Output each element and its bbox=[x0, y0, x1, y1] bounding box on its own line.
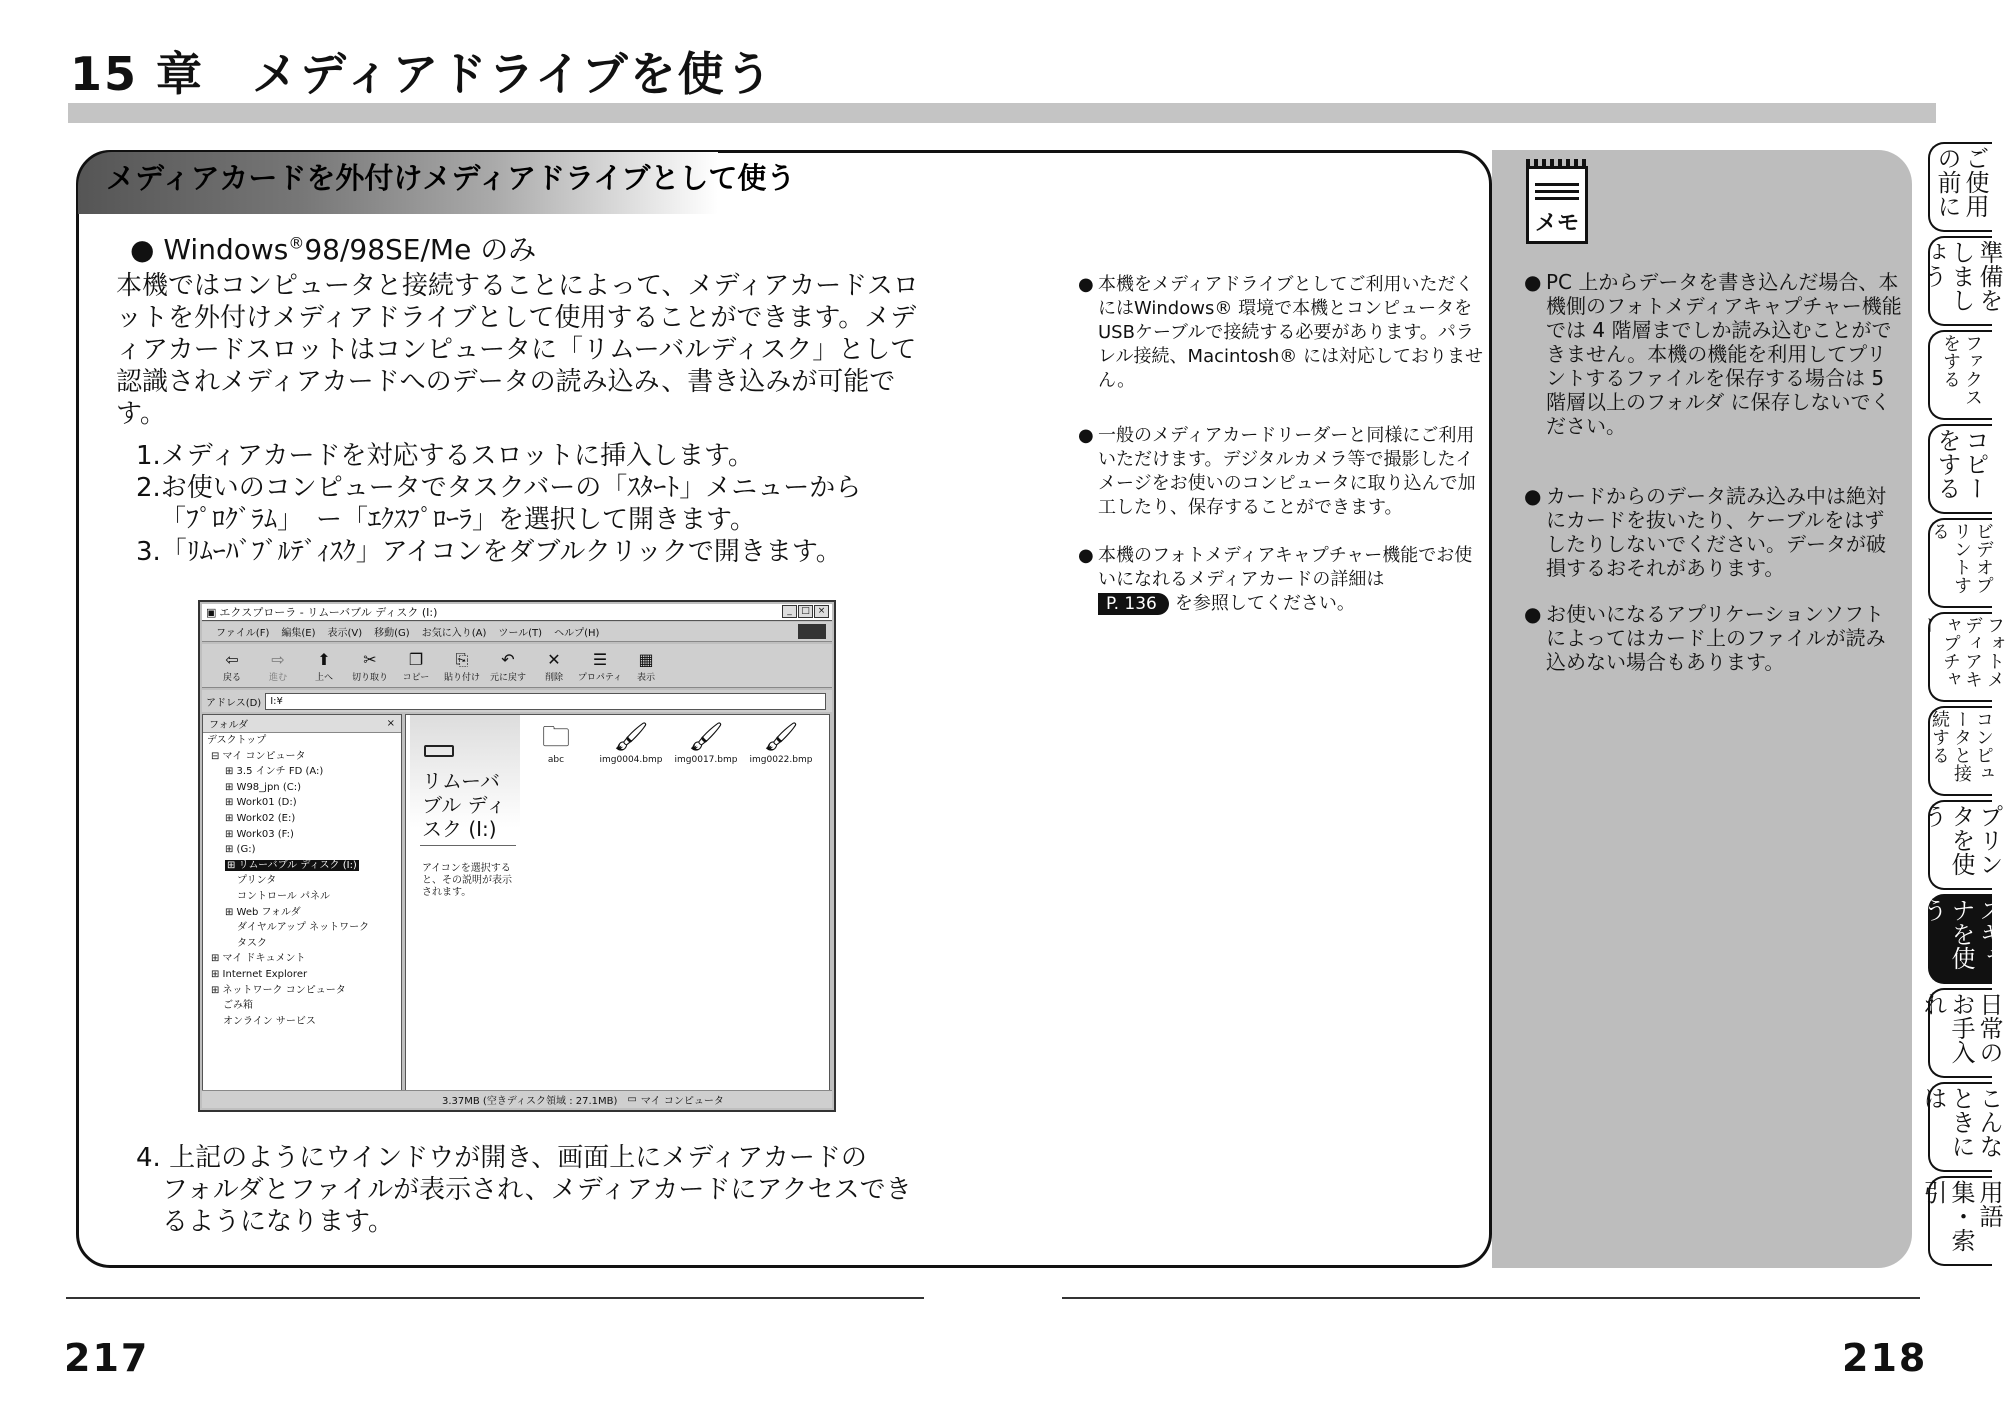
back-arrow-icon: ⇦ bbox=[225, 650, 239, 669]
tab-printer[interactable]: プリンタを使う bbox=[1928, 800, 1992, 890]
up-button[interactable]: ⬆ 上へ bbox=[314, 650, 333, 683]
step-4 bbox=[136, 1142, 936, 1238]
close-button[interactable]: × bbox=[814, 605, 829, 618]
tab-glossary-index[interactable]: 用語集・索引 bbox=[1928, 1176, 1992, 1266]
folder-pane-header bbox=[203, 715, 401, 733]
menu-help[interactable]: ヘルプ(H) bbox=[554, 628, 600, 639]
tree-item[interactable]: オンライン サービス bbox=[223, 1015, 316, 1027]
note-text-tail: を参照してください。 bbox=[1174, 593, 1355, 614]
properties-button[interactable]: ☰ プロパティ bbox=[577, 650, 623, 683]
tree-item[interactable]: ダイヤルアップ ネットワーク bbox=[237, 922, 370, 934]
os-versions: 98/98SE/Me のみ bbox=[304, 233, 537, 266]
tree-item[interactable]: ⊞ 3.5 インチ FD (A:) bbox=[225, 766, 324, 778]
folder-tree bbox=[203, 733, 401, 1029]
drive-name: リムーバブル ディスク (I:) bbox=[422, 769, 506, 841]
undo-icon: ↶ bbox=[501, 650, 515, 669]
step-4-line-1: 上記のようにウインドウが開き、画面上にメディアカードの bbox=[169, 1143, 867, 1173]
memo-item bbox=[1524, 484, 1902, 580]
paste-icon: ⎘ bbox=[455, 650, 469, 669]
forward-arrow-icon: ⇨ bbox=[271, 650, 285, 669]
memo-icon-lines bbox=[1535, 183, 1579, 203]
paste-button[interactable]: ⎘ 貼り付け bbox=[443, 650, 480, 683]
file-item[interactable]: 🖌 img0017.bmp bbox=[666, 719, 746, 765]
page-reference-badge[interactable]: P. 136 bbox=[1098, 593, 1169, 615]
bullet: ● bbox=[1078, 425, 1094, 446]
memo-text: PC 上からデータを書き込んだ場合、本機側のフォトメディアキャプチャー機能では 4 階層までしか読み込むことができません。本機の機能を利用してプリントするファイルを保存する場合は 5 階層以上のフォルダ に保存しないでください。 bbox=[1546, 270, 1902, 438]
tab-maintenance[interactable]: 日常のお手入れ bbox=[1928, 988, 1992, 1078]
step-2-continued: 「ﾌﾟﾛｸﾞﾗﾑ」 ー「ｴｸｽﾌﾟﾛｰﾗ」を選択して開きます。 bbox=[160, 505, 756, 535]
status-disk-size: 3.37MB (空きディスク領域 : 27.1MB) bbox=[442, 1096, 618, 1107]
tree-item[interactable]: ⊞ Work01 (D:) bbox=[225, 797, 297, 809]
bullet: ● bbox=[1524, 270, 1542, 294]
intro-paragraph: 本機ではコンピュータと接続することによって、メディアカードスロットを外付けメディアドライブとして使用することができます。メディアカードスロットはコンピュータに「リムーバルディスク」として認識されメディアカードへのデータの読み込み、書き込みが可能です。 bbox=[116, 271, 919, 429]
note-text: 一般のメディアカードリーダーと同様にご利用いただけます。デジタルカメラ等で撮影したイメージをお使いのコンピュータに取り込んで加工したり、保存することができます。 bbox=[1098, 425, 1476, 518]
bullet: ● bbox=[130, 233, 155, 266]
step-4-line-2: フォルダとファイルが表示され、メディアカードにアクセスできるようになります。 bbox=[162, 1175, 912, 1237]
registered-mark: ® bbox=[288, 233, 305, 253]
bitmap-file-icon: 🖌 bbox=[613, 720, 649, 753]
note-card-reader bbox=[1078, 424, 1490, 520]
menu-edit[interactable]: 編集(E) bbox=[281, 628, 316, 639]
file-item[interactable]: 🖌 img0004.bmp bbox=[591, 719, 671, 765]
explorer-title: エクスプローラ - リムーバブル ディスク (I:) bbox=[219, 606, 438, 619]
copy-icon: ❐ bbox=[408, 650, 424, 669]
tree-item[interactable]: デスクトップ bbox=[207, 735, 267, 746]
tree-item[interactable]: ごみ箱 bbox=[223, 1000, 253, 1012]
menu-view[interactable]: 表示(V) bbox=[327, 628, 363, 639]
bitmap-file-icon: 🖌 bbox=[763, 720, 799, 753]
page-number-right: 218 bbox=[1842, 1336, 1928, 1380]
tree-item[interactable]: ⊞ Work03 (F:) bbox=[225, 828, 294, 840]
address-input[interactable]: I:¥ bbox=[265, 693, 826, 710]
tab-copy[interactable]: コピーをする bbox=[1928, 424, 1992, 514]
tab-video-print[interactable]: ビデオプリントする bbox=[1928, 518, 1992, 608]
selected-label: ⊞ リムーバブル ディスク (I:) bbox=[227, 859, 357, 871]
status-bar bbox=[202, 1090, 832, 1108]
page-number-left: 217 bbox=[64, 1336, 150, 1380]
tab-photo-media-capture[interactable]: フォトメディアキャプチャー bbox=[1928, 612, 1992, 702]
folder-tree-pane bbox=[202, 714, 402, 1092]
file-item[interactable]: 🗀 abc bbox=[516, 719, 596, 765]
undo-button[interactable]: ↶ 元に戻す bbox=[489, 650, 526, 683]
delete-icon: ✕ bbox=[547, 650, 561, 669]
memo-item bbox=[1524, 602, 1902, 674]
explorer-menu-bar bbox=[202, 622, 832, 642]
memo-label: メモ bbox=[1534, 211, 1579, 236]
properties-icon: ☰ bbox=[592, 650, 608, 669]
tab-scanner[interactable]: スキャナを使う bbox=[1928, 894, 1992, 984]
tree-item[interactable]: ⊞ ネットワーク コンピュータ bbox=[211, 984, 346, 996]
tab-fax[interactable]: ファクスをする bbox=[1928, 330, 1992, 420]
bitmap-file-icon: 🖌 bbox=[688, 720, 724, 753]
tree-item-selected[interactable] bbox=[203, 858, 401, 874]
tree-item[interactable]: タスク bbox=[237, 937, 267, 949]
address-bar bbox=[202, 690, 832, 712]
explorer-window-screenshot bbox=[198, 600, 836, 1112]
tree-item[interactable]: ⊞ Web フォルダ bbox=[225, 906, 301, 918]
chapter-title: 15 章 メディアドライブを使う bbox=[70, 47, 774, 101]
panel-divider bbox=[420, 845, 516, 846]
status-computer-icon: ▭ bbox=[627, 1094, 637, 1105]
note-text: 本機をメディアドライブとしてご利用いただくにはWindows® 環境で本機とコンピュータをUSBケーブルで接続する必要があります。パラレル接続、Macintosh® には対応しておりません。 bbox=[1098, 274, 1483, 391]
address-label: アドレス(D) bbox=[206, 697, 262, 709]
minimize-button[interactable]: _ bbox=[782, 605, 797, 618]
tab-connect-computer[interactable]: コンピュータと接続する bbox=[1928, 706, 1992, 796]
step-3: 3.「ﾘﾑｰﾊﾞﾌﾞﾙﾃﾞｨｽｸ」アイコンをダブルクリックで開きます。 bbox=[136, 537, 842, 567]
os-name: Windows bbox=[163, 233, 289, 266]
views-icon: ▦ bbox=[638, 650, 654, 669]
back-button[interactable]: ⇦ 戻る bbox=[222, 650, 241, 683]
menu-go[interactable]: 移動(G) bbox=[374, 628, 410, 639]
bullet: ● bbox=[1524, 602, 1542, 626]
bullet: ● bbox=[1524, 484, 1542, 508]
forward-button[interactable]: ⇨ 進む bbox=[268, 650, 287, 683]
menu-favorites[interactable]: お気に入り(A) bbox=[421, 628, 487, 639]
tree-item[interactable]: ⊞ (G:) bbox=[225, 844, 256, 856]
tree-item[interactable]: ⊞ マイ ドキュメント bbox=[211, 953, 306, 965]
tree-item[interactable]: ⊞ Internet Explorer bbox=[211, 968, 308, 980]
status-location: マイ コンピュータ bbox=[640, 1096, 724, 1107]
cut-button[interactable]: ✂ 切り取り bbox=[351, 650, 388, 683]
bullet: ● bbox=[1078, 274, 1094, 295]
tree-item[interactable]: プリンタ bbox=[237, 875, 277, 887]
footer-rule-right bbox=[1062, 1297, 1920, 1299]
memo-icon-edge bbox=[1526, 159, 1588, 169]
tree-item[interactable]: コントロール パネル bbox=[237, 890, 330, 902]
folder-pane-close-icon[interactable]: × bbox=[386, 718, 395, 729]
step-2: 2.お使いのコンピュータでタスクバーの「ｽﾀｰﾄ」メニューから bbox=[136, 473, 862, 503]
tab-getting-started[interactable]: ご使用の前に bbox=[1928, 142, 1992, 232]
delete-button[interactable]: ✕ 削除 bbox=[544, 650, 563, 683]
windows-logo-icon bbox=[798, 624, 826, 639]
step-4-number: 4. bbox=[136, 1143, 161, 1173]
up-folder-icon: ⬆ bbox=[317, 650, 331, 669]
note-text: 本機のフォトメディアキャプチャー機能でお使いになれるメディアカードの詳細は bbox=[1098, 545, 1473, 590]
views-button[interactable]: ▦ 表示 bbox=[636, 650, 655, 683]
note-usb-connection bbox=[1078, 273, 1490, 393]
selection-hint: アイコンを選択すると、その説明が表示されます。 bbox=[422, 863, 512, 898]
folder-pane-title: フォルダ bbox=[209, 720, 249, 731]
removable-drive-icon bbox=[424, 745, 454, 757]
memo-item bbox=[1524, 270, 1902, 438]
footer-rule-left bbox=[66, 1297, 924, 1299]
web-view-panel bbox=[410, 715, 520, 1091]
step-1: 1.メディアカードを対応するスロットに挿入します。 bbox=[136, 441, 754, 471]
memo-text: カードからのデータ読み込み中は絶対にカードを抜いたり、ケーブルをはずしたりしないでください。データが破損するおそれがあります。 bbox=[1546, 484, 1886, 580]
tab-preparation[interactable]: 準備をしましょう bbox=[1928, 236, 1992, 326]
folder-icon: ▣ bbox=[206, 605, 217, 619]
memo-text: お使いになるアプリケーションソフトによってはカード上のファイルが読み込めない場合もあります。 bbox=[1546, 602, 1886, 674]
tree-item[interactable]: ⊟ マイ コンピュータ bbox=[211, 750, 306, 762]
folder-icon: 🗀 bbox=[541, 720, 570, 753]
title-rule bbox=[68, 103, 1936, 123]
tab-troubleshooting[interactable]: こんなときには bbox=[1928, 1082, 1992, 1172]
copy-button[interactable]: ❐ コピー bbox=[402, 650, 430, 683]
tree-item[interactable]: ⊞ Work02 (E:) bbox=[225, 812, 296, 824]
file-item[interactable]: 🖌 img0022.bmp bbox=[741, 719, 821, 765]
memo-icon bbox=[1526, 166, 1588, 244]
section-title: メディアカードを外付けメディアドライブとして使う bbox=[106, 161, 796, 195]
menu-file[interactable]: ファイル(F) bbox=[216, 628, 270, 639]
menu-tools[interactable]: ツール(T) bbox=[498, 628, 543, 639]
tree-item[interactable]: ⊞ W98_jpn (C:) bbox=[225, 781, 301, 793]
note-media-details bbox=[1078, 544, 1490, 616]
bullet: ● bbox=[1078, 545, 1094, 566]
scissors-icon: ✂ bbox=[363, 650, 377, 669]
os-requirement-heading bbox=[130, 228, 536, 268]
maximize-button[interactable]: □ bbox=[798, 605, 813, 618]
explorer-title-bar[interactable] bbox=[202, 604, 832, 621]
file-list-pane bbox=[405, 714, 830, 1092]
explorer-toolbar bbox=[202, 644, 832, 688]
